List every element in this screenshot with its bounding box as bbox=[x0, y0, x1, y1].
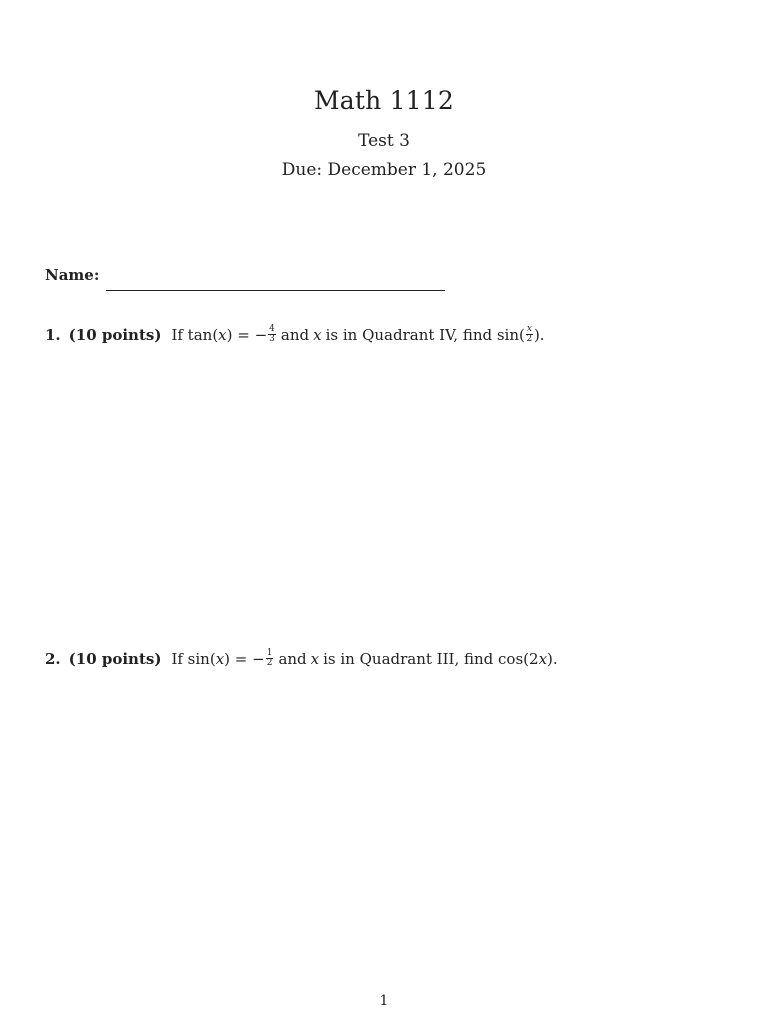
fraction-denominator: 3 bbox=[269, 334, 275, 344]
test-name: Test 3 bbox=[358, 131, 410, 151]
fraction-denominator: 2 bbox=[266, 658, 273, 668]
page-title: Math 1112 bbox=[313, 86, 455, 115]
variable: x bbox=[538, 649, 548, 668]
fraction-numerator: 1 bbox=[266, 648, 273, 658]
question-text: and bbox=[280, 325, 310, 344]
question-text: ) = − bbox=[226, 325, 268, 344]
question-text: If tan( bbox=[171, 325, 219, 344]
question-1 bbox=[45, 325, 545, 344]
question-text: is in Quadrant III, find cos(2 bbox=[323, 649, 539, 668]
variable: x bbox=[313, 325, 322, 344]
variable: x bbox=[310, 649, 320, 668]
fraction-numerator: x bbox=[526, 324, 532, 334]
fraction bbox=[266, 649, 274, 668]
name-blank-line bbox=[106, 290, 445, 291]
question-text: is in Quadrant IV, find sin( bbox=[325, 325, 525, 344]
page-number: 1 bbox=[379, 993, 389, 1009]
name-row bbox=[45, 266, 445, 284]
question-text: ). bbox=[533, 325, 545, 344]
due-date: Due: December 1, 2025 bbox=[281, 160, 487, 180]
question-number: 2. bbox=[45, 649, 61, 668]
question-text: If sin( bbox=[171, 649, 216, 668]
variable: x bbox=[218, 325, 227, 344]
fraction-numerator: 4 bbox=[269, 324, 275, 334]
fraction-denominator: 2 bbox=[526, 334, 533, 344]
fraction bbox=[526, 325, 533, 344]
question-text: and bbox=[278, 649, 307, 668]
question-text: ) = − bbox=[224, 649, 265, 668]
name-label: Name: bbox=[45, 266, 100, 284]
question-points: (10 points) bbox=[68, 649, 162, 668]
variable: x bbox=[215, 649, 225, 668]
question-number: 1. bbox=[45, 325, 61, 344]
question-points: (10 points) bbox=[68, 325, 162, 344]
question-2 bbox=[45, 649, 558, 668]
question-text: ). bbox=[547, 649, 558, 668]
fraction bbox=[268, 325, 276, 344]
